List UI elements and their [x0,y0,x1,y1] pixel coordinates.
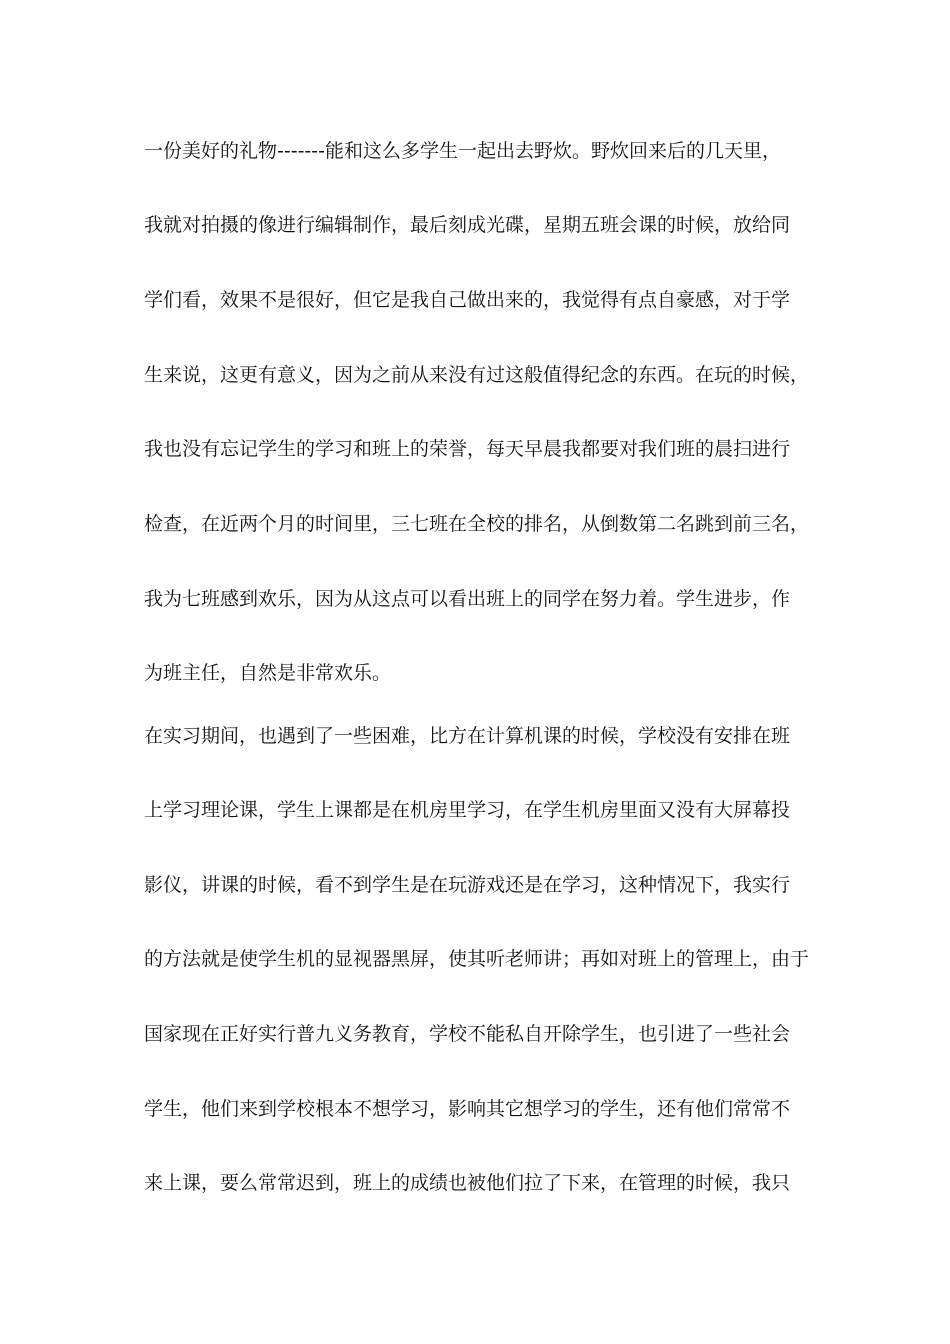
paragraph-1-line-4: 生来说，这更有意义，因为之前从来没有过这般值得纪念的东西。在玩的时候， [144,364,810,386]
paragraph-1-line-8: 为班主任，自然是非常欢乐。 [144,662,392,684]
paragraph-2-line-5: 国家现在正好实行普九义务教育，学校不能私自开除学生，也引进了一些社会 [144,1023,791,1045]
paragraph-2-line-2: 上学习理论课，学生上课都是在机房里学习，在学生机房里面又没有大屏幕投 [144,799,791,821]
paragraph-2-line-6: 学生，他们来到学校根本不想学习，影响其它想学习的学生，还有他们常常不 [144,1098,791,1120]
paragraph-1-line-6: 检查，在近两个月的时间里，三七班在全校的排名，从倒数第二名跳到前三名， [144,513,810,535]
paragraph-1-line-7: 我为七班感到欢乐，因为从这点可以看出班上的同学在努力着。学生进步，作 [144,588,791,610]
paragraph-1-line-3: 学们看，效果不是很好，但它是我自己做出来的，我觉得有点自豪感，对于学 [144,289,791,311]
paragraph-1-line-2: 我就对拍摄的像进行编辑制作，最后刻成光碟，星期五班会课的时候，放给同 [144,214,791,236]
paragraph-2-line-7: 来上课，要么常常迟到，班上的成绩也被他们拉了下来，在管理的时候，我只 [144,1172,791,1194]
paragraph-2-line-4: 的方法就是使学生机的显视器黑屏，使其听老师讲；再如对班上的管理上，由于 [144,948,810,970]
paragraph-1-line-5: 我也没有忘记学生的学习和班上的荣誉，每天早晨我都要对我们班的晨扫进行 [144,438,791,460]
paragraph-2-line-3: 影仪，讲课的时候，看不到学生是在玩游戏还是在学习，这种情况下，我实行 [144,874,791,896]
paragraph-2-line-1: 在实习期间，也遇到了一些困难，比方在计算机课的时候，学校没有安排在班 [144,725,791,747]
paragraph-1-line-1: 一份美好的礼物-------能和这么多学生一起出去野炊。野炊回来后的几天里， [144,140,781,162]
